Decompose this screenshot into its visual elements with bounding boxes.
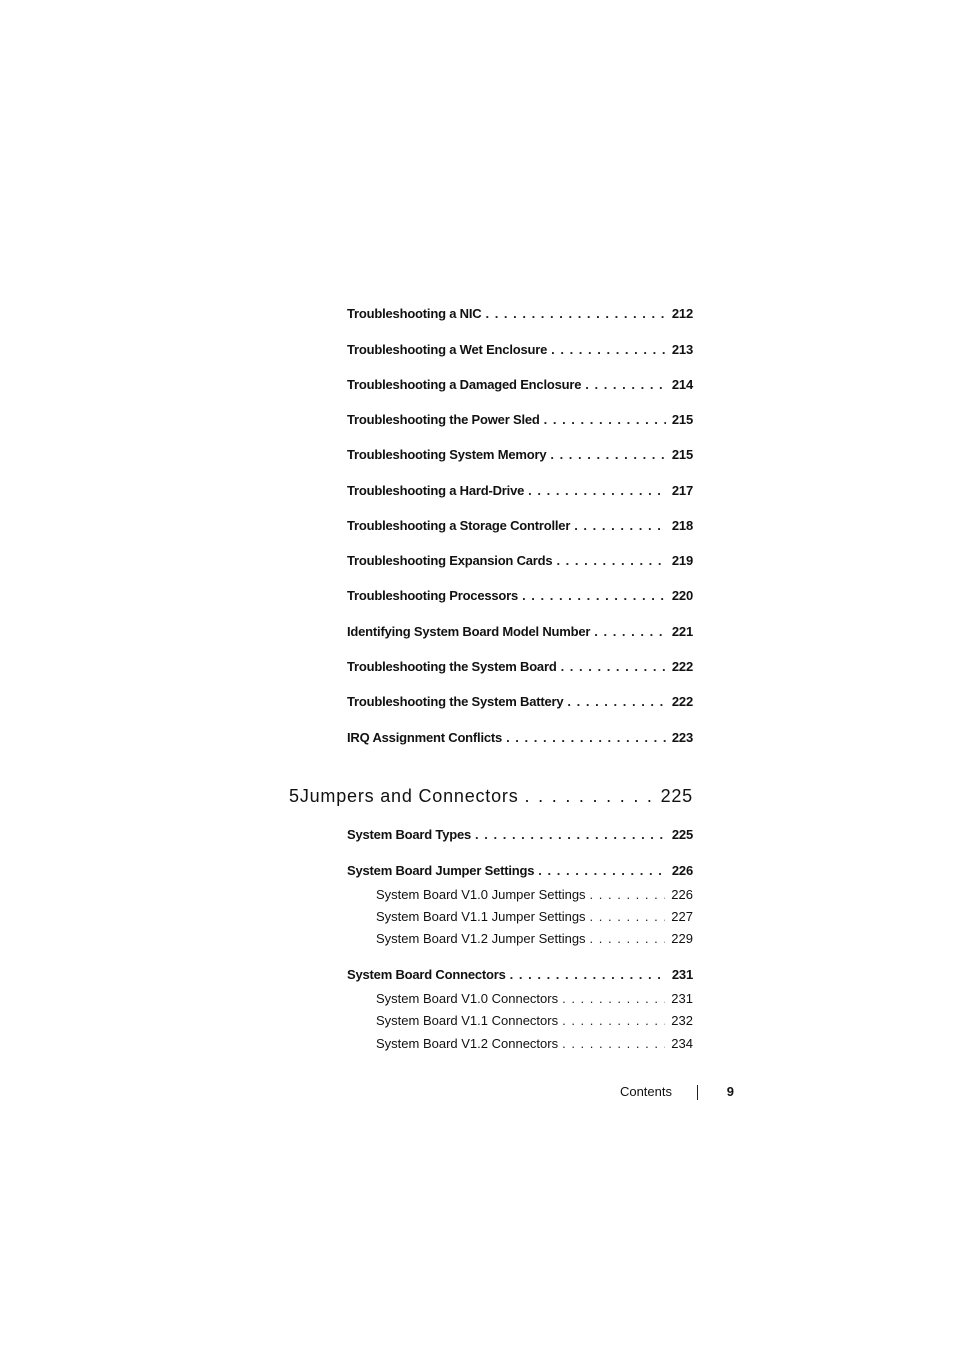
toc-entry-page: 218: [671, 518, 693, 533]
dot-leader: [594, 624, 666, 639]
toc-entry-title: Troubleshooting Processors: [347, 588, 519, 603]
dot-leader: [525, 786, 653, 807]
page-footer: [600, 1084, 734, 1104]
toc-entry-title: System Board Connectors: [347, 967, 506, 982]
toc-entry[interactable]: [347, 412, 693, 427]
toc-entry[interactable]: [347, 863, 693, 878]
dot-leader: [528, 483, 666, 498]
toc-entry[interactable]: [347, 827, 693, 842]
toc-entry-page: 213: [671, 342, 693, 357]
toc-entry-title: System Board Jumper Settings: [347, 863, 535, 878]
toc-subentry[interactable]: [376, 1013, 693, 1028]
dot-leader: [475, 827, 666, 842]
toc-entry-page: 226: [671, 863, 693, 878]
chapter-title: Jumpers and Connectors: [299, 786, 519, 806]
toc-entry[interactable]: [347, 659, 693, 674]
toc-entry-page: 229: [671, 931, 693, 946]
toc-entry-title: IRQ Assignment Conflicts: [347, 730, 503, 745]
dot-leader: [551, 342, 666, 357]
dot-leader: [544, 412, 666, 427]
chapter-heading[interactable]: [289, 786, 693, 807]
dot-leader: [567, 694, 666, 709]
toc-entry-title: System Board Types: [347, 827, 472, 842]
toc-subentry[interactable]: [376, 909, 693, 924]
toc-entry-title: System Board V1.1 Jumper Settings: [376, 909, 586, 924]
toc-entry-page: 212: [671, 306, 693, 321]
toc-entry[interactable]: [347, 447, 693, 462]
toc-entry-page: 226: [671, 887, 693, 902]
toc-entry[interactable]: [347, 553, 693, 568]
toc-entry-title: Troubleshooting a Wet Enclosure: [347, 342, 548, 357]
dot-leader: [590, 887, 666, 902]
toc-entry[interactable]: [347, 967, 693, 982]
toc-subentry[interactable]: [376, 991, 693, 1006]
toc-subentry[interactable]: [376, 1036, 693, 1051]
toc-entry-page: 225: [671, 827, 693, 842]
toc-entry-title: Troubleshooting System Memory: [347, 447, 547, 462]
dot-leader: [562, 1013, 665, 1028]
toc-entry-page: 223: [671, 730, 693, 745]
toc-entry[interactable]: [347, 306, 693, 321]
dot-leader: [538, 863, 666, 878]
toc-entry-title: Troubleshooting a NIC: [347, 306, 482, 321]
dot-leader: [585, 377, 666, 392]
toc-entry[interactable]: [347, 342, 693, 357]
toc-entry[interactable]: [347, 588, 693, 603]
dot-leader: [562, 991, 665, 1006]
toc-entry-title: System Board V1.2 Jumper Settings: [376, 931, 586, 946]
toc-entry[interactable]: [347, 624, 693, 639]
toc-entry-title: Troubleshooting the System Board: [347, 659, 557, 674]
toc-entry-page: 217: [671, 483, 693, 498]
toc-entry-page: 231: [671, 991, 693, 1006]
toc-entry[interactable]: [347, 730, 693, 745]
toc-entry-page: 231: [671, 967, 693, 982]
dot-leader: [562, 1036, 665, 1051]
toc-entry-page: 232: [671, 1013, 693, 1028]
toc-entry-title: System Board V1.0 Connectors: [376, 991, 559, 1006]
dot-leader: [556, 553, 665, 568]
toc-entry-page: 222: [671, 694, 693, 709]
toc-entry-page: 227: [671, 909, 693, 924]
toc-entry-page: 222: [671, 659, 693, 674]
toc-entry-page: 221: [671, 624, 693, 639]
page-number: 9: [726, 1084, 734, 1099]
toc-entry-title: Troubleshooting the System Battery: [347, 694, 564, 709]
toc-entry-page: 215: [671, 412, 693, 427]
toc-entry-page: 214: [671, 377, 693, 392]
toc-entry[interactable]: [347, 694, 693, 709]
dot-leader: [506, 730, 666, 745]
toc-entry-page: 219: [671, 553, 693, 568]
dot-leader: [510, 967, 666, 982]
footer-label: Contents: [619, 1084, 672, 1099]
toc-entry[interactable]: [347, 377, 693, 392]
toc-entry-title: Identifying System Board Model Number: [347, 624, 591, 639]
toc-entry-title: System Board V1.2 Connectors: [376, 1036, 559, 1051]
toc-entry-title: System Board V1.1 Connectors: [376, 1013, 559, 1028]
toc-entry-title: System Board V1.0 Jumper Settings: [376, 887, 586, 902]
footer-separator: [697, 1085, 698, 1100]
toc-entry-page: 234: [671, 1036, 693, 1051]
chapter-page: 225: [660, 786, 693, 806]
toc-entry-title: Troubleshooting a Hard-Drive: [347, 483, 525, 498]
toc-entry-title: Troubleshooting a Damaged Enclosure: [347, 377, 582, 392]
toc-subentry[interactable]: [376, 931, 693, 946]
dot-leader: [561, 659, 666, 674]
toc-subentry[interactable]: [376, 887, 693, 902]
dot-leader: [522, 588, 666, 603]
dot-leader: [590, 931, 666, 946]
toc-entry-title: Troubleshooting the Power Sled: [347, 412, 540, 427]
toc-entry-page: 220: [671, 588, 693, 603]
toc-entry-page: 215: [671, 447, 693, 462]
toc-entry[interactable]: [347, 483, 693, 498]
dot-leader: [590, 909, 666, 924]
dot-leader: [485, 306, 665, 321]
toc-entry-title: Troubleshooting Expansion Cards: [347, 553, 553, 568]
dot-leader: [574, 518, 666, 533]
dot-leader: [550, 447, 666, 462]
toc-entry[interactable]: [347, 518, 693, 533]
chapter-number: 5: [289, 786, 300, 806]
toc-entry-title: Troubleshooting a Storage Controller: [347, 518, 571, 533]
